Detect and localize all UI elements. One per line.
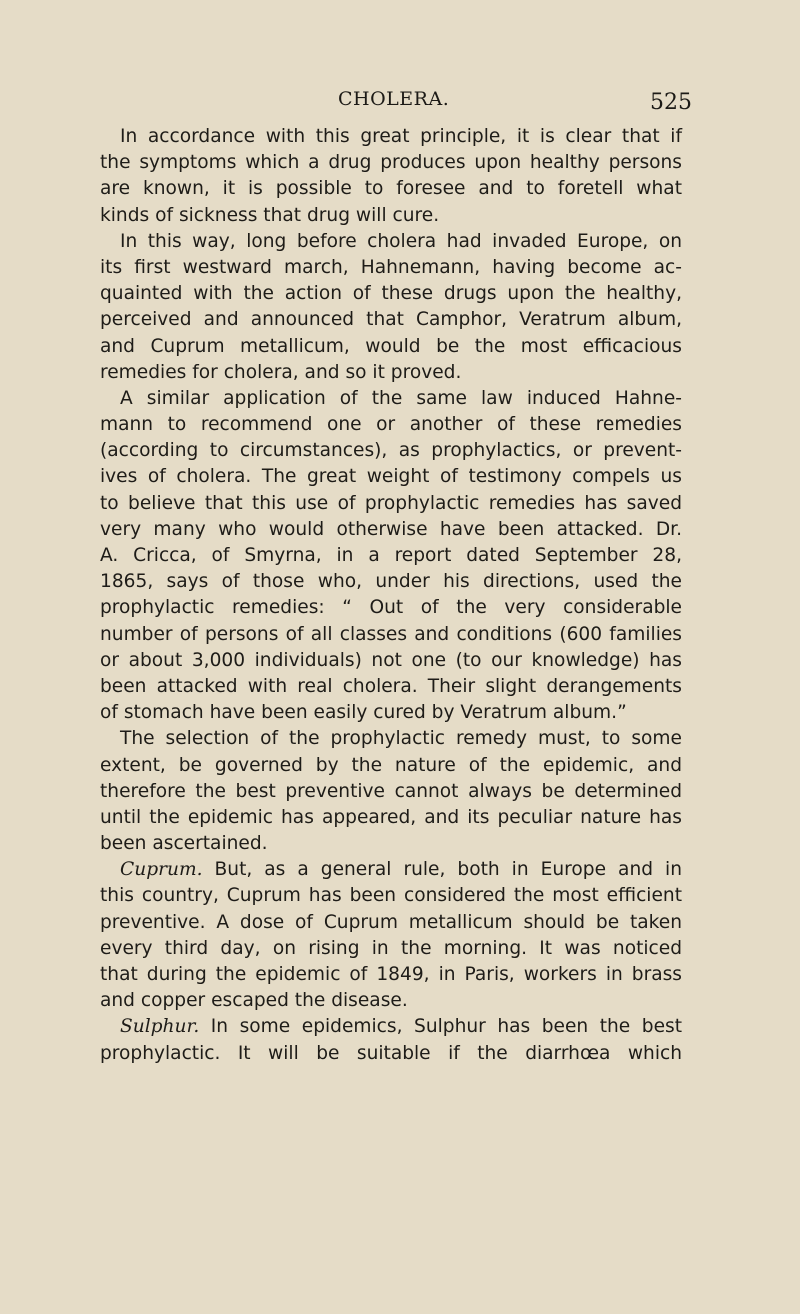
italic-heading: Sulphur. [120, 1016, 200, 1038]
text-line [100, 229, 682, 255]
text-line [100, 805, 682, 831]
text-line [100, 464, 682, 490]
line-text: In accordance with this great principle, it is clear that if [120, 126, 682, 147]
line-text: until the epidemic has appeared, and its peculiar nature has [100, 806, 682, 828]
line-text: A. Cricca, of Smyrna, in a report dated September 28, [100, 545, 682, 566]
line-text: been attacked with real cholera. Their slight derangements [100, 675, 682, 697]
line-text: remedies for cholera, and so it proved. [100, 361, 462, 383]
text-line [100, 857, 682, 883]
line-text: therefore the best preventive cannot always be determined [100, 780, 682, 802]
line-text: number of persons of all classes and conditions (600 families [100, 623, 682, 645]
line-text: this country, Cuprum has been considered the most efficient [100, 885, 682, 907]
text-line [100, 360, 682, 386]
line-text: been ascertained. [100, 833, 268, 855]
text-line [100, 569, 682, 595]
line-text: very many who would otherwise have been attacked. Dr. [100, 518, 682, 540]
text-line [100, 753, 682, 779]
line-text: The selection of the prophylactic remedy must, to some [120, 728, 682, 750]
line-text: and copper escaped the disease. [100, 990, 408, 1012]
line-text: that during the epidemic of 1849, in Paris, workers in brass [100, 964, 682, 985]
page-header [100, 88, 692, 118]
line-text: or about 3,000 individuals) not one (to our knowledge) has [100, 649, 682, 671]
body-text [100, 124, 682, 1067]
line-text: mann to recommend one or another of these remedies [100, 414, 682, 436]
text-line [100, 412, 682, 438]
line-text: kinds of sickness that drug will cure. [100, 204, 440, 226]
line-text: 1865, says of those who, under his directions, used the [100, 571, 682, 593]
text-line [100, 910, 682, 936]
line-text: every third day, on rising in the morning. It was noticed [100, 937, 682, 959]
text-line [100, 936, 682, 962]
line-text: the symptoms which a drug produces upon healthy persons [100, 152, 682, 174]
text-line [100, 831, 682, 857]
text-line [100, 595, 682, 621]
line-text: prophylactic. It will be suitable if the diarrhœa which [100, 1042, 682, 1064]
line-text: and Cuprum metallicum, would be the most efficacious [100, 335, 682, 357]
text-line [100, 700, 682, 726]
text-line [100, 150, 682, 176]
text-line [100, 124, 682, 150]
line-text: A similar application of the same law induced Hahne- [120, 387, 682, 409]
text-line [100, 726, 682, 752]
text-line [100, 1014, 682, 1040]
text-line [100, 622, 682, 648]
line-text: ives of cholera. The great weight of testimony compels us [100, 466, 682, 488]
text-line [100, 674, 682, 700]
line-text: are known, it is possible to foresee and to foretell what [100, 178, 682, 200]
text-line [100, 962, 682, 988]
page-number: 525 [650, 90, 692, 115]
line-text: perceived and announced that Camphor, Veratrum album, [100, 309, 682, 331]
line-text: to believe that this use of prophylactic remedies has saved [100, 492, 682, 514]
text-line [100, 648, 682, 674]
text-line [100, 386, 682, 412]
running-head: CHOLERA. [338, 88, 450, 110]
text-line [100, 517, 682, 543]
text-line [100, 176, 682, 202]
text-line [100, 334, 682, 360]
line-text: its first westward march, Hahnemann, having become ac- [100, 256, 682, 278]
line-text: quainted with the action of these drugs upon the healthy, [100, 283, 682, 305]
text-line [100, 1041, 682, 1067]
text-line [100, 779, 682, 805]
line-text: prophylactic remedies: “ Out of the very considerable [100, 597, 682, 619]
text-line [100, 255, 682, 281]
line-text: of stomach have been easily cured by Veratrum album.” [100, 702, 627, 724]
line-text: preventive. A dose of Cuprum metallicum should be taken [100, 911, 682, 933]
line-text: In this way, long before cholera had invaded Europe, on [120, 230, 682, 252]
line-text: (according to circumstances), as prophylactics, or prevent- [100, 440, 682, 462]
text-line [100, 988, 682, 1014]
text-line [100, 543, 682, 569]
text-line [100, 491, 682, 517]
text-line [100, 307, 682, 333]
text-line [100, 203, 682, 229]
line-text: But, as a general rule, both in Europe and in [202, 859, 682, 881]
italic-heading: Cuprum. [120, 859, 203, 881]
text-line [100, 883, 682, 909]
line-text: In some epidemics, Sulphur has been the best [199, 1016, 682, 1038]
line-text: extent, be governed by the nature of the epidemic, and [100, 754, 682, 776]
text-line [100, 281, 682, 307]
text-line [100, 438, 682, 464]
